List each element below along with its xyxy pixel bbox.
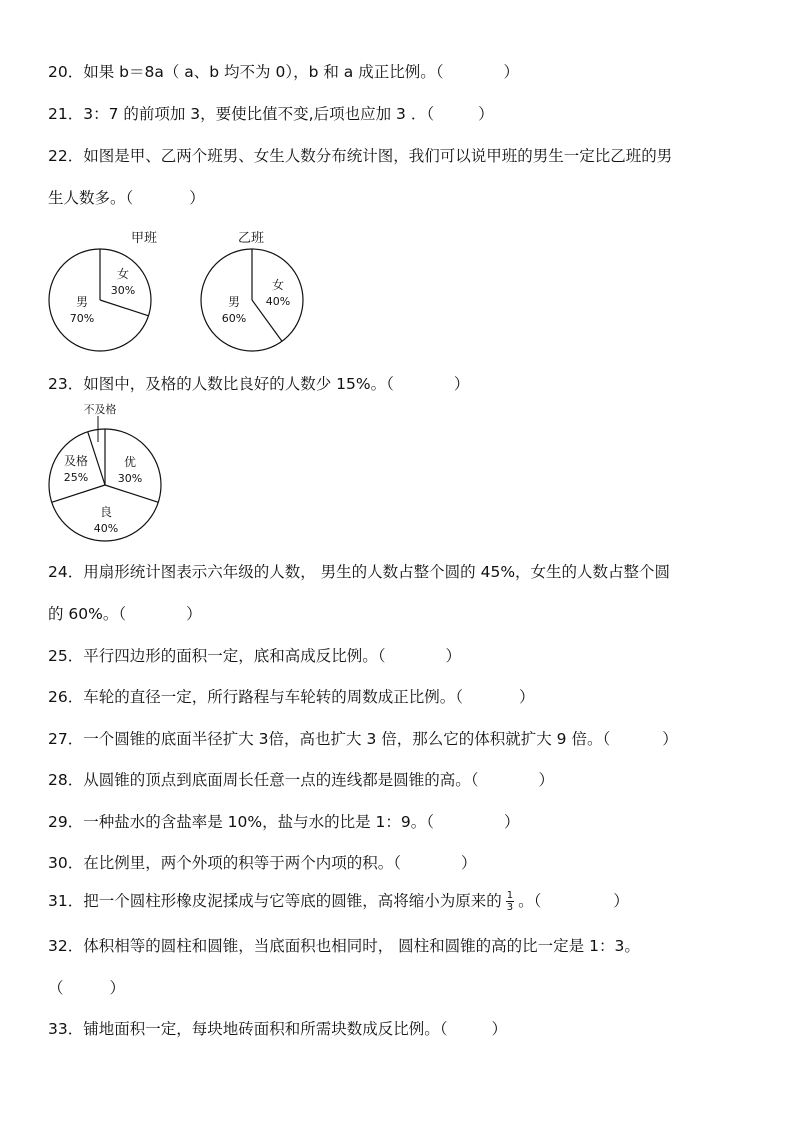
- question-30: [48, 851, 477, 873]
- question-text: ．一种盐水的含盐率是 10%，盐与水的比是 1：9。（: [67, 813, 435, 831]
- pie-label-female-b: 女: [271, 278, 285, 292]
- pie-label-female-a: 女: [116, 267, 130, 281]
- question-number: 25: [48, 647, 68, 665]
- question-31: [48, 889, 629, 913]
- question-text-cont: （: [48, 979, 64, 997]
- question-27: [48, 727, 678, 749]
- question-text: ．体积相等的圆柱和圆锥，当底面积也相同时， 圆柱和圆锥的高的比一定是 1：3。: [67, 937, 640, 955]
- question-number: 21: [48, 105, 68, 123]
- question-24: [48, 560, 670, 582]
- question-text: ．一个圆锥的底面半径扩大 3倍，高也扩大 3 倍，那么它的体积就扩大 9 倍。（: [67, 730, 611, 748]
- question-text-after-fraction: 。（: [518, 892, 542, 910]
- question-32-cont: [48, 976, 125, 998]
- question-number: 27: [48, 730, 68, 748]
- pie-value-female-a: 30%: [110, 284, 136, 297]
- pie-value-excellent: 30%: [117, 472, 143, 485]
- pie-label-male-a: 男: [75, 295, 89, 309]
- question-text: ．从圆锥的顶点到底面周长任意一点的连线都是圆锥的高。（: [67, 771, 479, 789]
- answer-paren-close: ）: [445, 647, 462, 665]
- pie-slice-divider-c3: [52, 485, 105, 502]
- question-number: 30: [48, 854, 68, 872]
- pie-slice-divider-a2: [100, 300, 149, 316]
- question-text-cont: 的 60%。（: [48, 605, 127, 623]
- question-text: ．在比例里，两个外项的积等于两个内项的积。（: [67, 854, 401, 872]
- answer-paren-close: ）: [109, 979, 126, 997]
- pie-slice-divider-c4: [88, 432, 105, 485]
- answer-paren-close: ）: [491, 1020, 508, 1038]
- answer-paren-close: ）: [613, 892, 629, 910]
- question-24-cont: [48, 602, 202, 624]
- question-text: ．车轮的直径一定，所行路程与车轮转的周数成正比例。（: [67, 688, 463, 706]
- question-number: 26: [48, 688, 68, 706]
- question-26: [48, 685, 535, 707]
- question-number: 20: [48, 63, 68, 81]
- answer-paren-close: ）: [189, 189, 205, 207]
- question-text: ．如图中，及格的人数比良好的人数少 15%。（: [67, 375, 394, 393]
- question-text: ．平行四边形的面积一定，底和高成反比例。（: [67, 647, 386, 665]
- pie-label-fail: 不及格: [83, 403, 117, 416]
- question-text: ．如图是甲、乙两个班男、女生人数分布统计图，我们可以说甲班的男生一定比乙班的男: [67, 147, 673, 165]
- question-23: [48, 372, 469, 394]
- answer-paren-close: ）: [662, 730, 678, 748]
- question-number: 23: [48, 375, 68, 393]
- question-text: ．3：7 的前项加 3，要使比值不变,后项也应加 3 ．（: [67, 105, 435, 123]
- answer-paren-close: ）: [519, 688, 535, 706]
- question-33: [48, 1017, 507, 1039]
- pie-slice-divider-c2: [105, 485, 158, 502]
- pie-label-good: 良: [99, 505, 113, 519]
- question-number: 32: [48, 937, 68, 955]
- question-number: 31: [48, 892, 68, 910]
- question-text: ．把一个圆柱形橡皮泥揉成与它等底的圆锥，高将缩小为原来的: [67, 892, 502, 910]
- question-28: [48, 768, 554, 790]
- fraction-numerator: 1: [506, 890, 514, 901]
- answer-paren-close: ）: [503, 63, 519, 81]
- question-number: 22: [48, 147, 68, 165]
- question-text: ．用扇形统计图表示六年级的人数， 男生的人数占整个圆的 45%，女生的人数占整个圆: [67, 563, 671, 581]
- question-number: 24: [48, 563, 68, 581]
- question-text: ．如果 b＝8a（ a、b 均不为 0），b 和 a 成正比例。（: [67, 63, 444, 81]
- question-number: 29: [48, 813, 68, 831]
- pie-title-a: 甲班: [130, 231, 158, 246]
- q22-pie-charts: [44, 226, 324, 356]
- question-21: [48, 102, 494, 124]
- pie-value-male-b: 60%: [221, 312, 247, 325]
- answer-paren-close: ）: [504, 813, 520, 831]
- question-29: [48, 810, 520, 832]
- answer-paren-close: ）: [538, 771, 555, 789]
- question-text-cont: 生人数多。（: [48, 189, 134, 207]
- fraction-one-third: [506, 890, 514, 913]
- question-20: [48, 60, 519, 82]
- pie-value-male-a: 70%: [69, 312, 95, 325]
- pie-value-good: 40%: [93, 522, 119, 535]
- q23-pie-chart: [44, 398, 184, 544]
- pie-label-excellent: 优: [123, 455, 137, 469]
- question-text: ．铺地面积一定，每块地砖面积和所需块数成反比例。（: [67, 1020, 448, 1038]
- pie-value-pass: 25%: [63, 471, 89, 484]
- fraction-denominator: 3: [506, 902, 514, 913]
- question-number: 33: [48, 1020, 68, 1038]
- question-22-cont: [48, 186, 205, 208]
- question-number: 28: [48, 771, 68, 789]
- answer-paren-close: ）: [186, 605, 202, 623]
- question-25: [48, 644, 461, 666]
- answer-paren-close: ）: [453, 375, 470, 393]
- pie-value-female-b: 40%: [265, 295, 291, 308]
- pie-label-pass: 及格: [63, 454, 89, 468]
- answer-paren-close: ）: [478, 105, 494, 123]
- answer-paren-close: ）: [461, 854, 477, 872]
- pie-title-b: 乙班: [237, 231, 265, 246]
- question-22: [48, 144, 672, 166]
- pie-label-male-b: 男: [227, 295, 241, 309]
- question-32: [48, 934, 640, 956]
